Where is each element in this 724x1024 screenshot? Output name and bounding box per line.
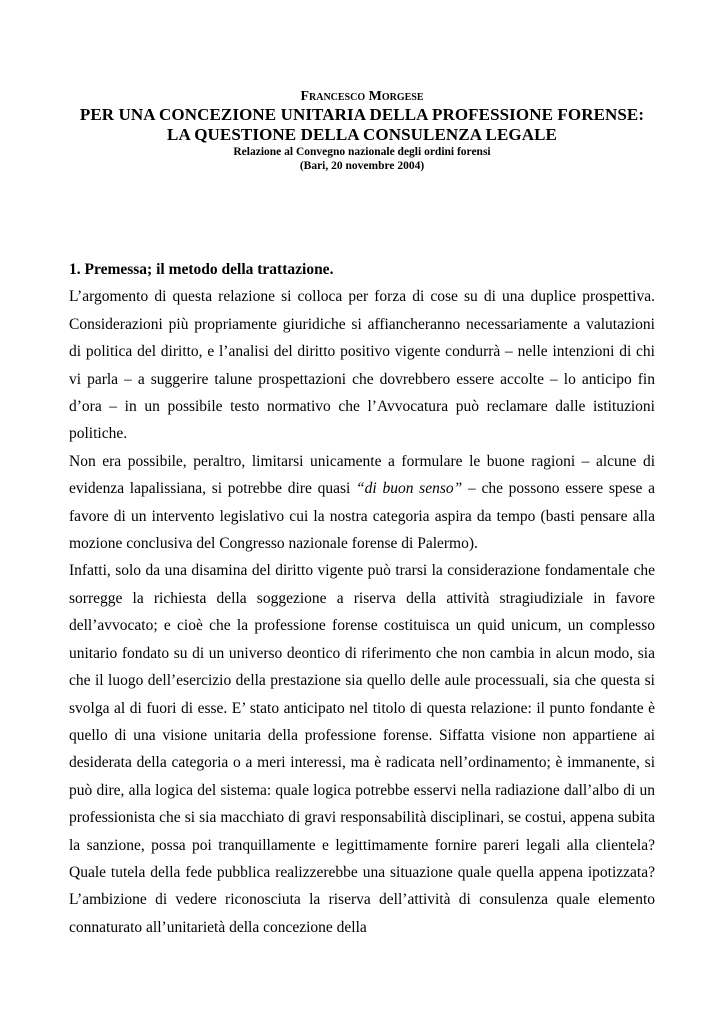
subtitle-line-2: (Bari, 20 novembre 2004) [299,160,425,172]
paragraph-2 [69,448,655,558]
title-line-2: LA QUESTIONE DELLA CONSULENZA LEGALE [167,125,557,144]
document-body [69,256,655,941]
paragraph-2-text-after: – che possono essere spese a favore di un intervento legislativo cui la nostra categoria aspira da tempo (basti pensare alla mozione conclusiva del Congresso nazionale forense di Palermo). [69,480,656,553]
section-heading: 1. Premessa; il metodo della trattazione. [69,261,334,278]
paragraph-1: L’argomento di questa relazione si colloca per forza di cose su di una duplice prospettiva. Considerazioni più propriamente giuridiche si affiancheranno necessariamente a valutazioni di politica del diritto, e l’analisi del diritto positivo vigente condurrà – nelle intenzioni di chi vi parla – a suggerire talune prospettazioni che dovrebbero essere accolte – lo anticipo fin d’ora – in un possibile testo normativo che l’Avvocatura può reclamare dalle istituzioni politiche. [69,288,655,443]
author-name: Francesco Morgese [300,89,424,104]
title-line-1: PER UNA CONCEZIONE UNITARIA DELLA PROFESSIONE FORENSE: [79,105,645,124]
document-header [0,88,724,173]
paragraph-2-quote: “di buon senso” [356,480,463,498]
paragraph-3: Infatti, solo da una disamina del diritto vigente può trarsi la considerazione fondamentale che sorregge la richiesta della soggezione a riserva della attività stragiudiziale in favore dell’avvocato; e cioè che la professione forense costituisca un quid unicum, un complesso unitario fondato su di un universo deontico di riferimento che non cambia in alcun modo, sia che il luogo dell’esercizio della prestazione sia quello delle aule processuali, sia che questa si svolga al di fuori di esse. E’ stato anticipato nel titolo di questa relazione: il punto fondante è quello di una visione unitaria della professione forense. Siffatta visione non appartiene ai desiderata della categoria o a meri interessi, ma è radicata nell’ordinamento; è immanente, si può dire, alla logica del sistema: quale logica potrebbe esservi nella radiazione dall’albo di un professionista che si sia macchiato di gravi responsabilità disciplinari, se costui, appena subita la sanzione, possa poi tranquillamente e legittimamente fornire pareri legali alla clientela? Quale tutela della fede pubblica realizzerebbe una situazione quale quella appena ipotizzata? L’ambizione di vedere riconosciuta la riserva dell’attività di consulenza quale elemento connaturato all’unitarietà della concezione della [69,562,655,936]
paragraph-2-text-before: Non era possibile, peraltro, limitarsi unicamente a formulare le buone ragioni – alcune di evidenza lapalissiana, si potrebbe dire quasi [69,452,655,498]
subtitle-line-1: Relazione al Convegno nazionale degli ordini forensi [233,146,491,158]
